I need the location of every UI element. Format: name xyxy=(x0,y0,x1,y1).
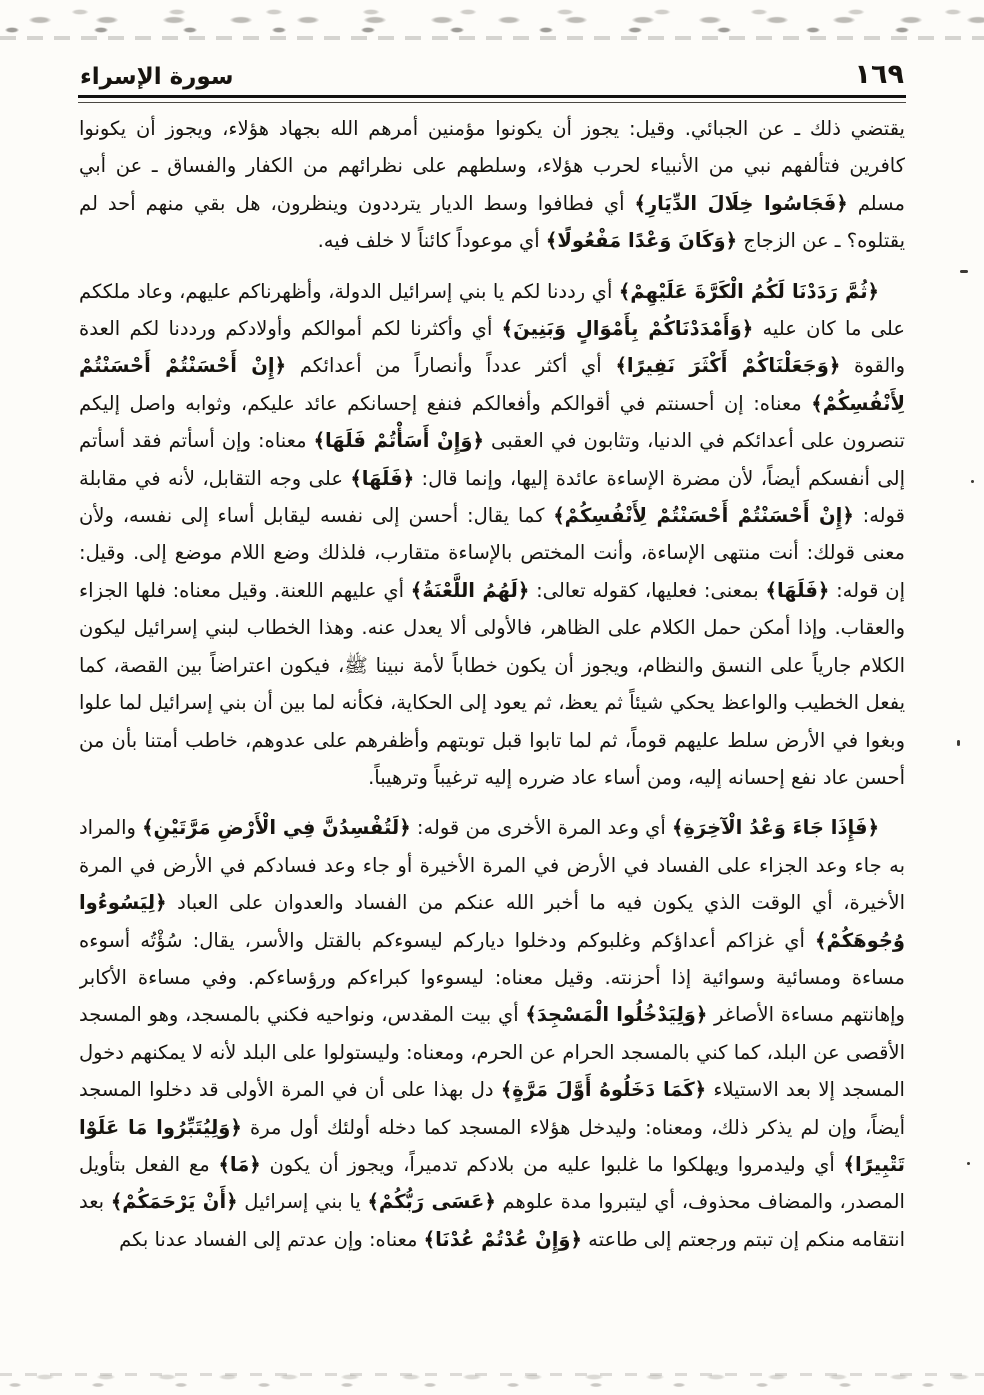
commentary-text: معناه: وإن أسأتم فقد أسأتم إلى أنفسكم أيضاً، لأن مضرة الإساءة عائدة إليها، وإنما قال: xyxy=(79,429,905,490)
commentary-text: بعد انتقامه منكم إن تبتم ورجعتم إلى طاعته xyxy=(79,1190,905,1251)
commentary-text: أي موعوداً كائناً لا خلف فيه. xyxy=(317,229,546,253)
quran-quote: ﴿فَلَهَا﴾ xyxy=(765,578,830,602)
paragraph xyxy=(79,809,905,1258)
quran-quote: ﴿وَلِيَدْخُلُوا الْمَسْجِدَ﴾ xyxy=(525,1003,708,1027)
paragraph xyxy=(79,273,905,797)
commentary-text: دل بهذا على أن في المرة الأولى قد دخلوا المسجد أيضاً، وإن لم يذكر ذلك، ومعناه: وليدخل هؤلاء المسجد كما دخله أولئك أول مرة xyxy=(79,1078,905,1139)
quran-quote: ﴿لَهُمُ اللَّعْنَةُ﴾ xyxy=(410,578,530,602)
quran-quote: ﴿عَسَى رَبُّكُمْ﴾ xyxy=(367,1190,496,1214)
quran-quote: ﴿وَأَمْدَدْنَاكُمْ بِأَمْوَالٍ وَبَنِينَ﴾ xyxy=(501,317,754,341)
quran-quote: ﴿فَإِذَا جَاءَ وَعْدُ الْآخِرَةِ﴾ xyxy=(672,816,879,840)
quran-quote: ﴿أَنْ يَرْحَمَكُمْ﴾ xyxy=(110,1190,238,1214)
quran-quote: ﴿وَكَانَ وَعْدًا مَفْعُولًا﴾ xyxy=(545,229,738,253)
quran-quote: ﴿ثُمَّ رَدَدْنَا لَكُمُ الْكَرَّةَ عَلَيْهِمْ﴾ xyxy=(618,279,879,303)
commentary-text: مع الفعل بتأويل المصدر، والمضاف محذوف، أي ليتبروا مدة علوهم xyxy=(79,1152,905,1214)
text-body xyxy=(79,110,905,1365)
commentary-text: أي وأكثرنا لكم أموالكم وأولادكم ورددنا لكم العدة والقوة xyxy=(79,317,905,378)
commentary-text: أي بيت المقدس، ونواحيه فكني بالمسجد، وهو المسجد الأقصى عن البلد، كما كني بالمسجد الحرام عن الحرم، ومعناه: وليستولوا على البلد لأنه لا يمكنهم دخول المسجد إلا بعد الاستيلاء xyxy=(79,1003,905,1102)
commentary-text: يقتضي ذلك ـ عن الجبائي. وقيل: يجوز أن يكونوا مؤمنين أمرهم الله بجهاد هؤلاء، ويجوز أن يكونوا كافرين فتألفهم نبي من الأنبياء لحرب هؤلاء، وسلطهم على نظرائهم من الكفار والفساق ـ عن أبي مسلم xyxy=(79,117,905,215)
quran-quote: ﴿إِنْ أَحْسَنْتُمْ أَحْسَنْتُمْ لِأَنْفُسِكُمْ﴾ xyxy=(79,354,905,415)
page-header xyxy=(80,50,904,90)
commentary-text: كما يقال: أحسن إلى نفسه ليقابل أساء إلى نفسه، ولأن معنى قولك: أنت منتهى الإساءة، وأنت المختص بالإساءة متقارب، فلذلك وضع اللام موضع إلى. وقيل: إن قوله: xyxy=(79,504,905,602)
quran-quote: ﴿مَا﴾ xyxy=(218,1152,261,1176)
page-number: ١٦٩ xyxy=(854,59,904,90)
surah-title: سورة الإسراء xyxy=(80,64,234,90)
commentary-text: أي فطافوا وسط الديار يترددون وينظرون، هل بقي منهم أحد لم يقتلوه؟ ـ عن الزجاج xyxy=(79,191,905,253)
commentary-text: أي عليهم اللعنة. وقيل معناه: فلها الجزاء والعقاب. وإذا أمكن حمل الكلام على الظاهر، فالأولى ألا يعدل عنه. وهذا الخطاب لبني إسرائيل ليكون الكلام جارياً على النسق والنظام، ويجوز أن يكون خطاباً لأمة نبينا ﷺ، فيكون اعتراضاً بين القصة، كما يفعل الخطيب والواعظ يحكي شيئاً ثم يعظ، ثم يعود إلى الحكاية، فكأنه لما بين أن بني إسرائيل لما علوا وبغوا في الأرض سلط عليهم قوماً، ثم لما تابوا قبل توبتهم وأظفرهم على عدوهم، خاطب أمتنا بأن من أحسن عاد نفع إحسانه إليه، ومن أساء عاد ضرره إليه ترغيباً وترهيباً. xyxy=(79,578,905,789)
commentary-text: بمعنى: فعليها، كقوله تعالى: xyxy=(529,578,766,602)
scan-edge-top xyxy=(0,0,984,44)
commentary-text: أي غزاكم أعداؤكم وغلبوكم ودخلوا دياركم ليسوءكم بالقتل والأسر، يقال: سُؤْتُه أسوءه مساءة ومسائية وسوائية إذا أحزنته. وقيل معناه: ليسوءوا كبراءكم ورؤساءكم. وفي مساءة الأكابر وإهانتهم مساءة الأصاغر xyxy=(79,928,905,1027)
quran-quote: ﴿كَمَا دَخَلُوهُ أَوَّلَ مَرَّةٍ﴾ xyxy=(500,1078,707,1102)
quran-quote: ﴿لِيَسُوءُوا وُجُوهَكُمْ﴾ xyxy=(79,891,905,952)
commentary-text: أي وعد المرة الأخرى من قوله: xyxy=(410,816,672,840)
scan-speck xyxy=(960,270,968,273)
quran-quote: ﴿فَلَهَا﴾ xyxy=(350,466,415,490)
commentary-text: معناه: وإن عدتم إلى الفساد عدنا بكم xyxy=(119,1227,424,1251)
commentary-text: معناه: إن أحسنتم في أقوالكم وأفعالكم فنفع إحسانكم عائد عليكم، وثوابه واصل إليكم تنصرون على أعدائكم في الدنيا، وتثابون في العقبى xyxy=(79,391,905,453)
commentary-text: على وجه التقابل، لأنه في مقابلة قوله: xyxy=(79,466,905,528)
scan-speck xyxy=(971,480,974,483)
commentary-text: يا بني إسرائيل xyxy=(237,1190,368,1214)
header-rule xyxy=(78,95,906,107)
paragraph xyxy=(79,110,905,260)
commentary-text: أي رددنا لكم يا بني إسرائيل الدولة، وأظهرناكم عليهم، وعاد ملككم على ما كان عليه xyxy=(79,279,905,341)
quran-quote: ﴿وَلِيُتَبِّرُوا مَا عَلَوْا تَتْبِيرًا﴾ xyxy=(79,1115,905,1176)
commentary-text: أي وليدمروا ويهلكوا ما غلبوا عليه من بلادكم تدميراً، ويجوز أن يكون xyxy=(260,1152,844,1176)
commentary-text: والمراد به جاء وعد الجزاء على الفساد في الأرض في المرة الأخيرة أو جاء وعد فسادكم في الأرض في المرة الأخيرة، أي الوقت الذي يكون فيه ما أخبر الله عنكم من الفساد والعدوان على العباد xyxy=(79,816,905,915)
quran-quote: ﴿فَجَاسُوا خِلَالَ الدِّيَارِ﴾ xyxy=(634,191,848,215)
commentary-text: أي أكثر عدداً وأنصاراً من أعدائكم xyxy=(286,354,616,378)
scan-speck xyxy=(967,1162,970,1165)
quran-quote: ﴿لَتُفْسِدُنَّ فِي الْأَرْضِ مَرَّتَيْنِ﴾ xyxy=(142,816,411,840)
scan-edge-bottom xyxy=(0,1367,984,1395)
quran-quote: ﴿وَإِنْ عُدْتُمْ عُدْنَا﴾ xyxy=(423,1227,582,1251)
scan-speck xyxy=(957,740,960,746)
quran-quote: ﴿إِنْ أَحْسَنْتُمْ أَحْسَنْتُمْ لِأَنْفُسِكُمْ﴾ xyxy=(553,504,854,528)
quran-quote: ﴿وَجَعَلْنَاكُمْ أَكْثَرَ نَفِيرًا﴾ xyxy=(615,354,841,378)
quran-quote: ﴿وَإِنْ أَسَأْتُمْ فَلَهَا﴾ xyxy=(313,429,484,453)
